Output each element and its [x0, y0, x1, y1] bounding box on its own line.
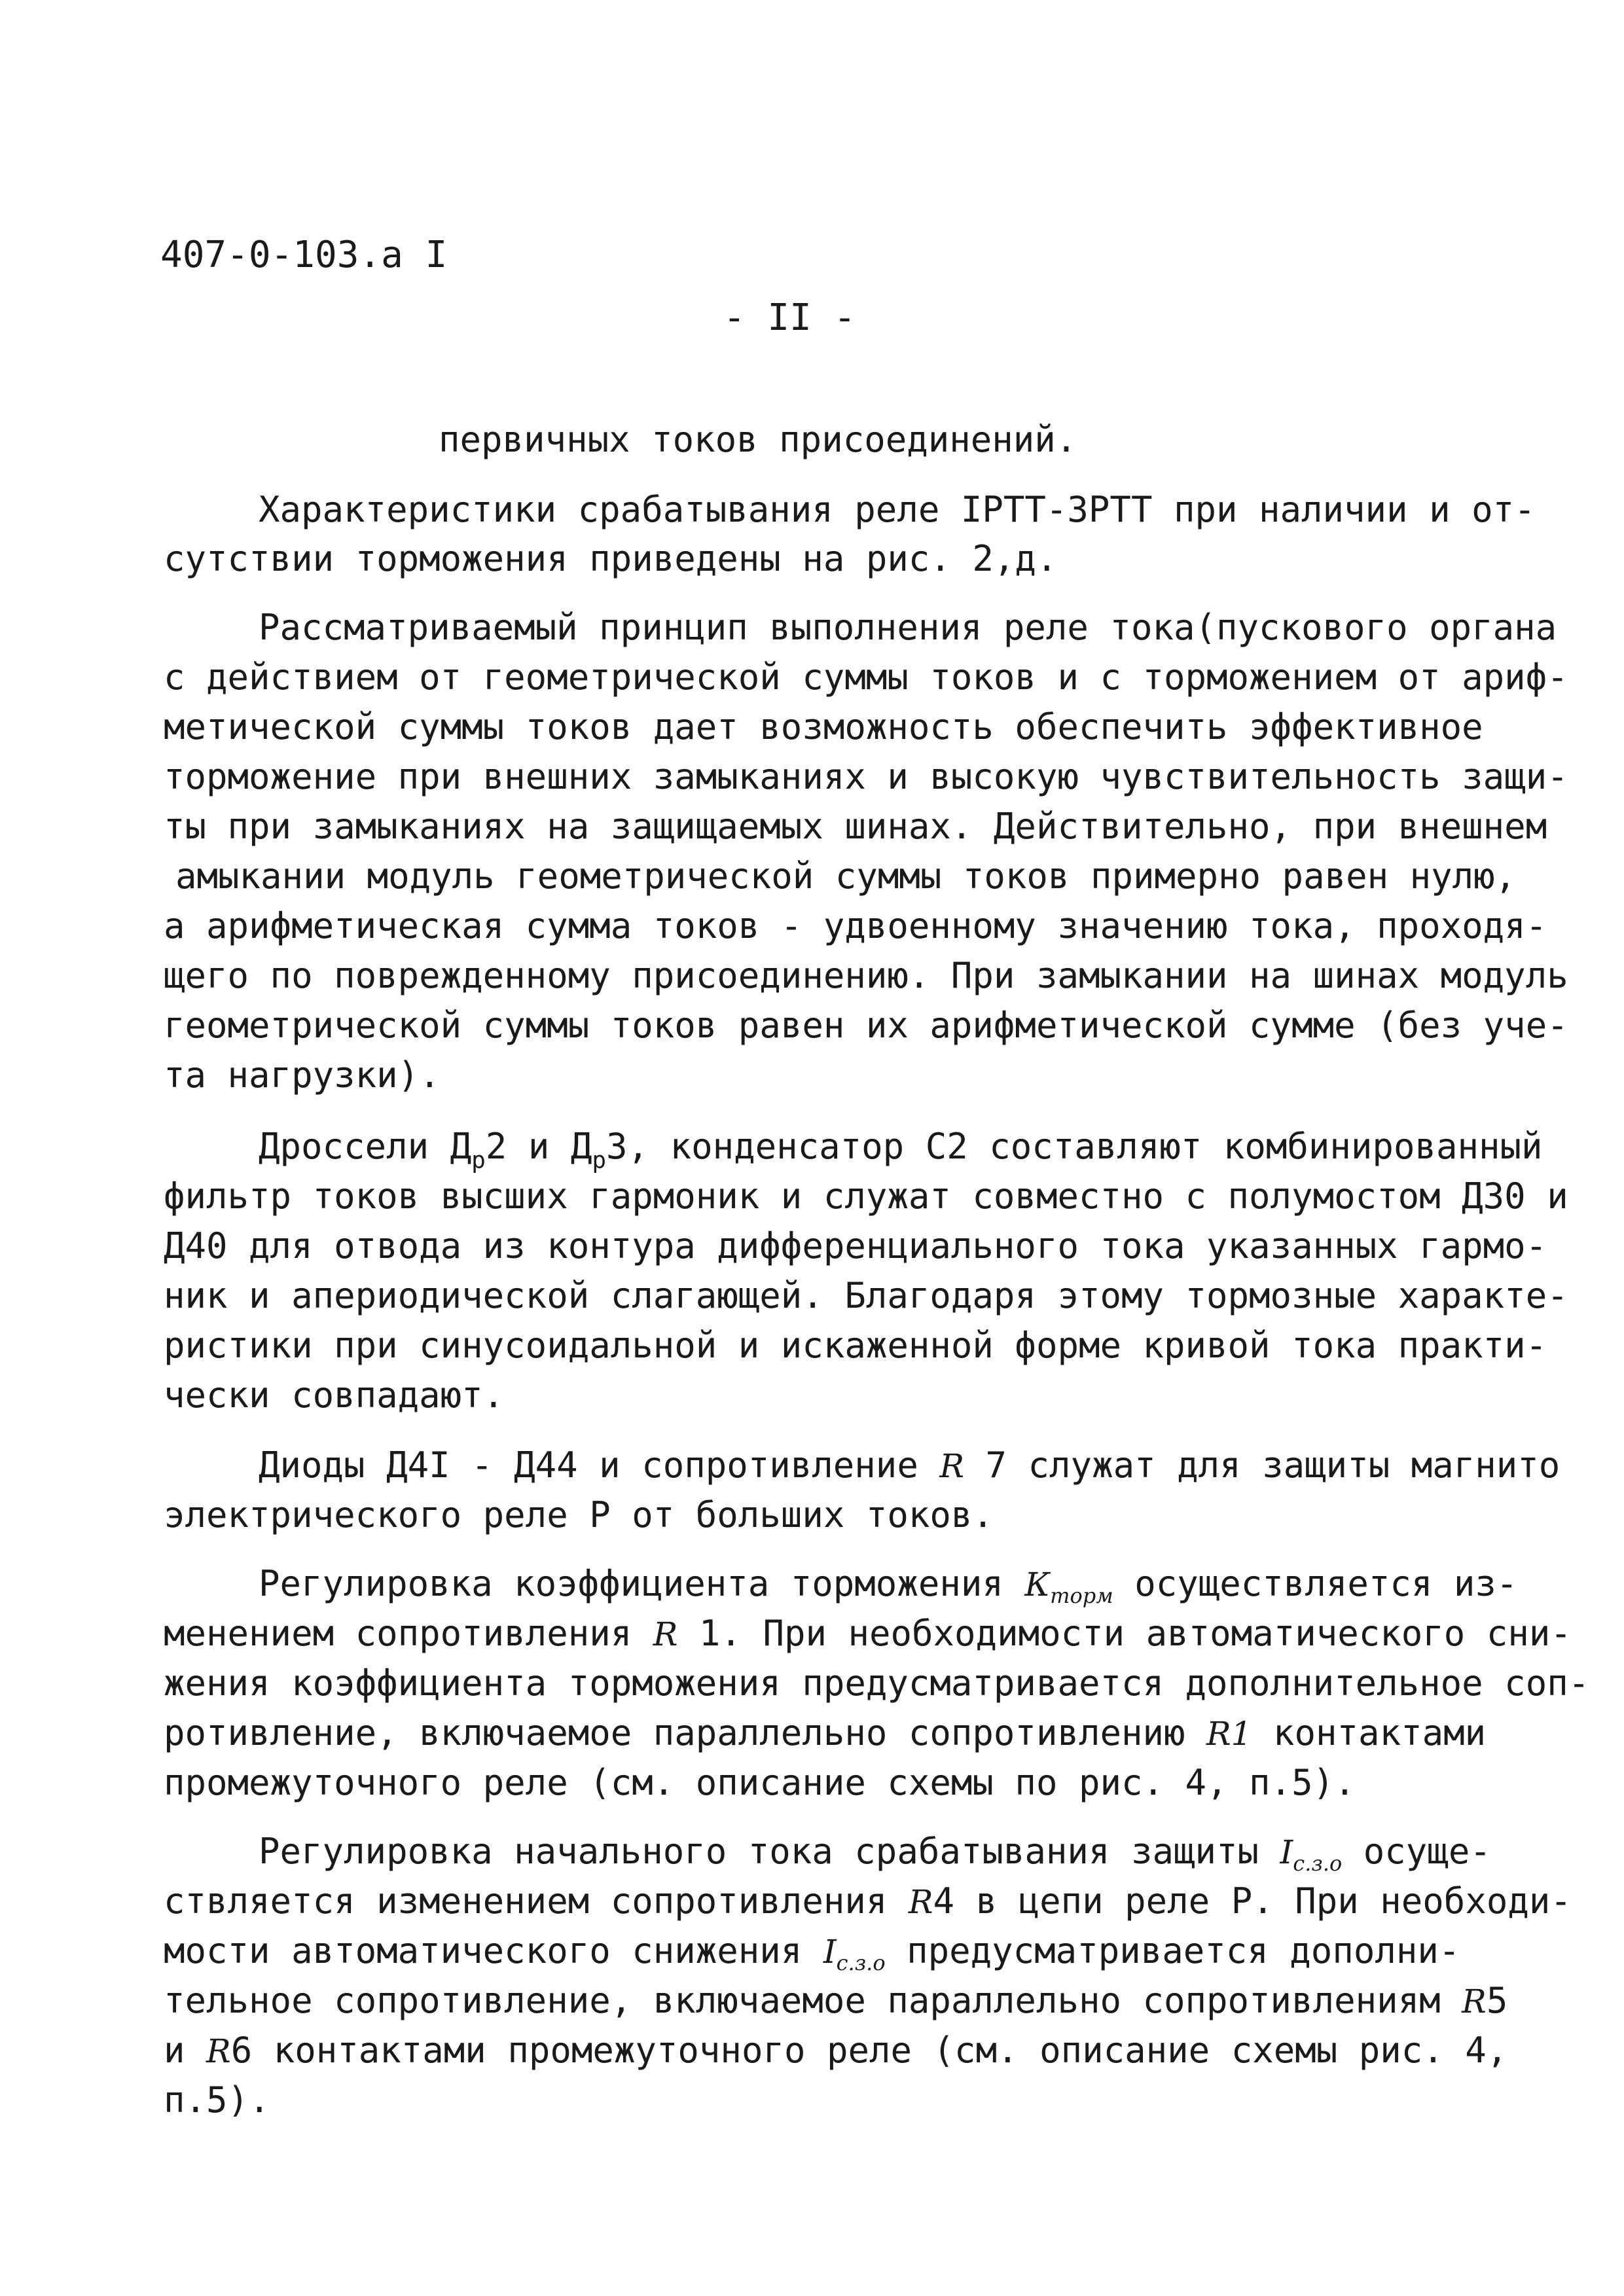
subscript: с.з.о — [836, 1950, 886, 1976]
text-fragment: ротивление, включаемое параллельно сопротивлению — [164, 1712, 1207, 1753]
symbol: R — [939, 1447, 964, 1485]
text-fragment: 6 контактами промежуточного реле (см. описание схемы рис. 4, — [230, 2030, 1508, 2071]
symbol: R — [908, 1883, 933, 1921]
text-fragment: ствляется изменением сопротивления — [164, 1880, 909, 1922]
text-line — [164, 1930, 1460, 1976]
text-line: торможение при внешних замыканиях и высокую чувствительность защи- — [164, 756, 1568, 797]
text-line: электрического реле Р от больших токов. — [164, 1494, 994, 1535]
text-line: ты при замыканиях на защищаемых шинах. Действительно, при внешнем — [164, 806, 1547, 847]
text-line — [259, 1126, 1543, 1174]
text-line — [164, 2030, 1508, 2071]
text-line: щего по поврежденному присоединению. При замыкании на шинах модуль — [164, 955, 1568, 996]
symbol: R — [653, 1615, 678, 1653]
text-fragment: 2 и Д — [485, 1126, 592, 1167]
text-line: метической суммы токов дает возможность обеспечить эффективное — [164, 706, 1483, 747]
text-line: промежуточного реле (см. описание схемы по рис. 4, п.5). — [164, 1762, 1356, 1803]
text-line — [164, 1712, 1487, 1753]
text-line: п.5). — [164, 2079, 270, 2121]
text-line: геометрической суммы токов равен их арифметической сумме (без уче- — [164, 1005, 1568, 1046]
text-line: первичных токов присоединений. — [439, 419, 1077, 460]
text-line: Характеристики срабатывания реле IРТТ-3РТТ при наличии и от- — [259, 489, 1536, 530]
text-line — [259, 1444, 1561, 1486]
symbol: К — [1024, 1566, 1051, 1604]
symbol: I — [823, 1933, 837, 1971]
text-fragment: мости автоматического снижения — [164, 1930, 823, 1971]
text-line — [164, 1980, 1508, 2021]
text-line: чески совпадают. — [164, 1374, 505, 1416]
text-fragment: осуществляется из- — [1113, 1563, 1518, 1604]
subscript: торм — [1050, 1583, 1113, 1609]
text-fragment: предусматривается дополни- — [885, 1930, 1460, 1971]
text-line — [164, 1613, 1572, 1654]
text-fragment: 7 служат для защиты магнито — [964, 1444, 1561, 1486]
text-fragment: Регулировка коэффициента торможения — [259, 1563, 1025, 1604]
subscript: с.з.о — [1293, 1851, 1343, 1876]
text-fragment: Дроссели Д — [259, 1126, 472, 1167]
text-line: фильтр токов высших гармоник и служат совместно с полумостом Д30 и — [164, 1175, 1568, 1217]
text-fragment: менением сопротивления — [164, 1613, 653, 1654]
text-fragment: 4 в цепи реле Р. При необходи- — [933, 1880, 1572, 1922]
text-line — [259, 1831, 1491, 1876]
text-line: та нагрузки). — [164, 1054, 441, 1096]
symbol: R — [1462, 1982, 1487, 2020]
text-line: сутствии торможения приведены на рис. 2,д. — [164, 538, 1058, 579]
text-fragment: и — [164, 2030, 207, 2071]
subscript: р — [592, 1147, 607, 1174]
text-line: жения коэффициента торможения предусматривается дополнительное соп- — [164, 1662, 1590, 1704]
text-line: ристики при синусоидальной и искаженной форме кривой тока практи- — [164, 1325, 1547, 1366]
text-line: амыкании модуль геометрической суммы токов примерно равен нулю, — [175, 855, 1517, 897]
symbol: R1 — [1206, 1715, 1252, 1753]
text-fragment: 3, конденсатор С2 составляют комбинированный — [606, 1126, 1543, 1167]
text-fragment: тельное сопротивление, включаемое параллельно сопротивлениям — [164, 1980, 1462, 2021]
text-line: а арифметическая сумма токов - удвоенному значению тока, проходя- — [164, 905, 1547, 946]
text-line: Рассматриваемый принцип выполнения реле тока(пускового органа — [259, 607, 1557, 648]
doc-code: 407-0-103.а I — [160, 234, 448, 276]
text-line — [164, 1880, 1572, 1922]
text-fragment: 5 — [1486, 1980, 1508, 2021]
text-fragment: осуще- — [1342, 1831, 1491, 1872]
text-line: с действием от геометрической суммы токов и с торможением от ариф- — [164, 656, 1568, 698]
text-line: ник и апериодической слагающей. Благодаря этому тормозные характе- — [164, 1275, 1568, 1316]
text-fragment: контактами — [1252, 1712, 1487, 1753]
text-line — [259, 1563, 1518, 1609]
page-number: - II - — [723, 296, 856, 339]
symbol: I — [1280, 1833, 1293, 1871]
subscript: р — [471, 1147, 486, 1174]
text-fragment: 1. При необходимости автоматического сни- — [677, 1613, 1572, 1654]
text-line: Д40 для отвода из контура дифференциального тока указанных гармо- — [164, 1225, 1547, 1266]
symbol: R — [206, 2032, 231, 2070]
text-fragment: Диоды Д4I - Д44 и сопротивление — [259, 1444, 940, 1486]
text-fragment: Регулировка начального тока срабатывания защиты — [259, 1831, 1280, 1872]
